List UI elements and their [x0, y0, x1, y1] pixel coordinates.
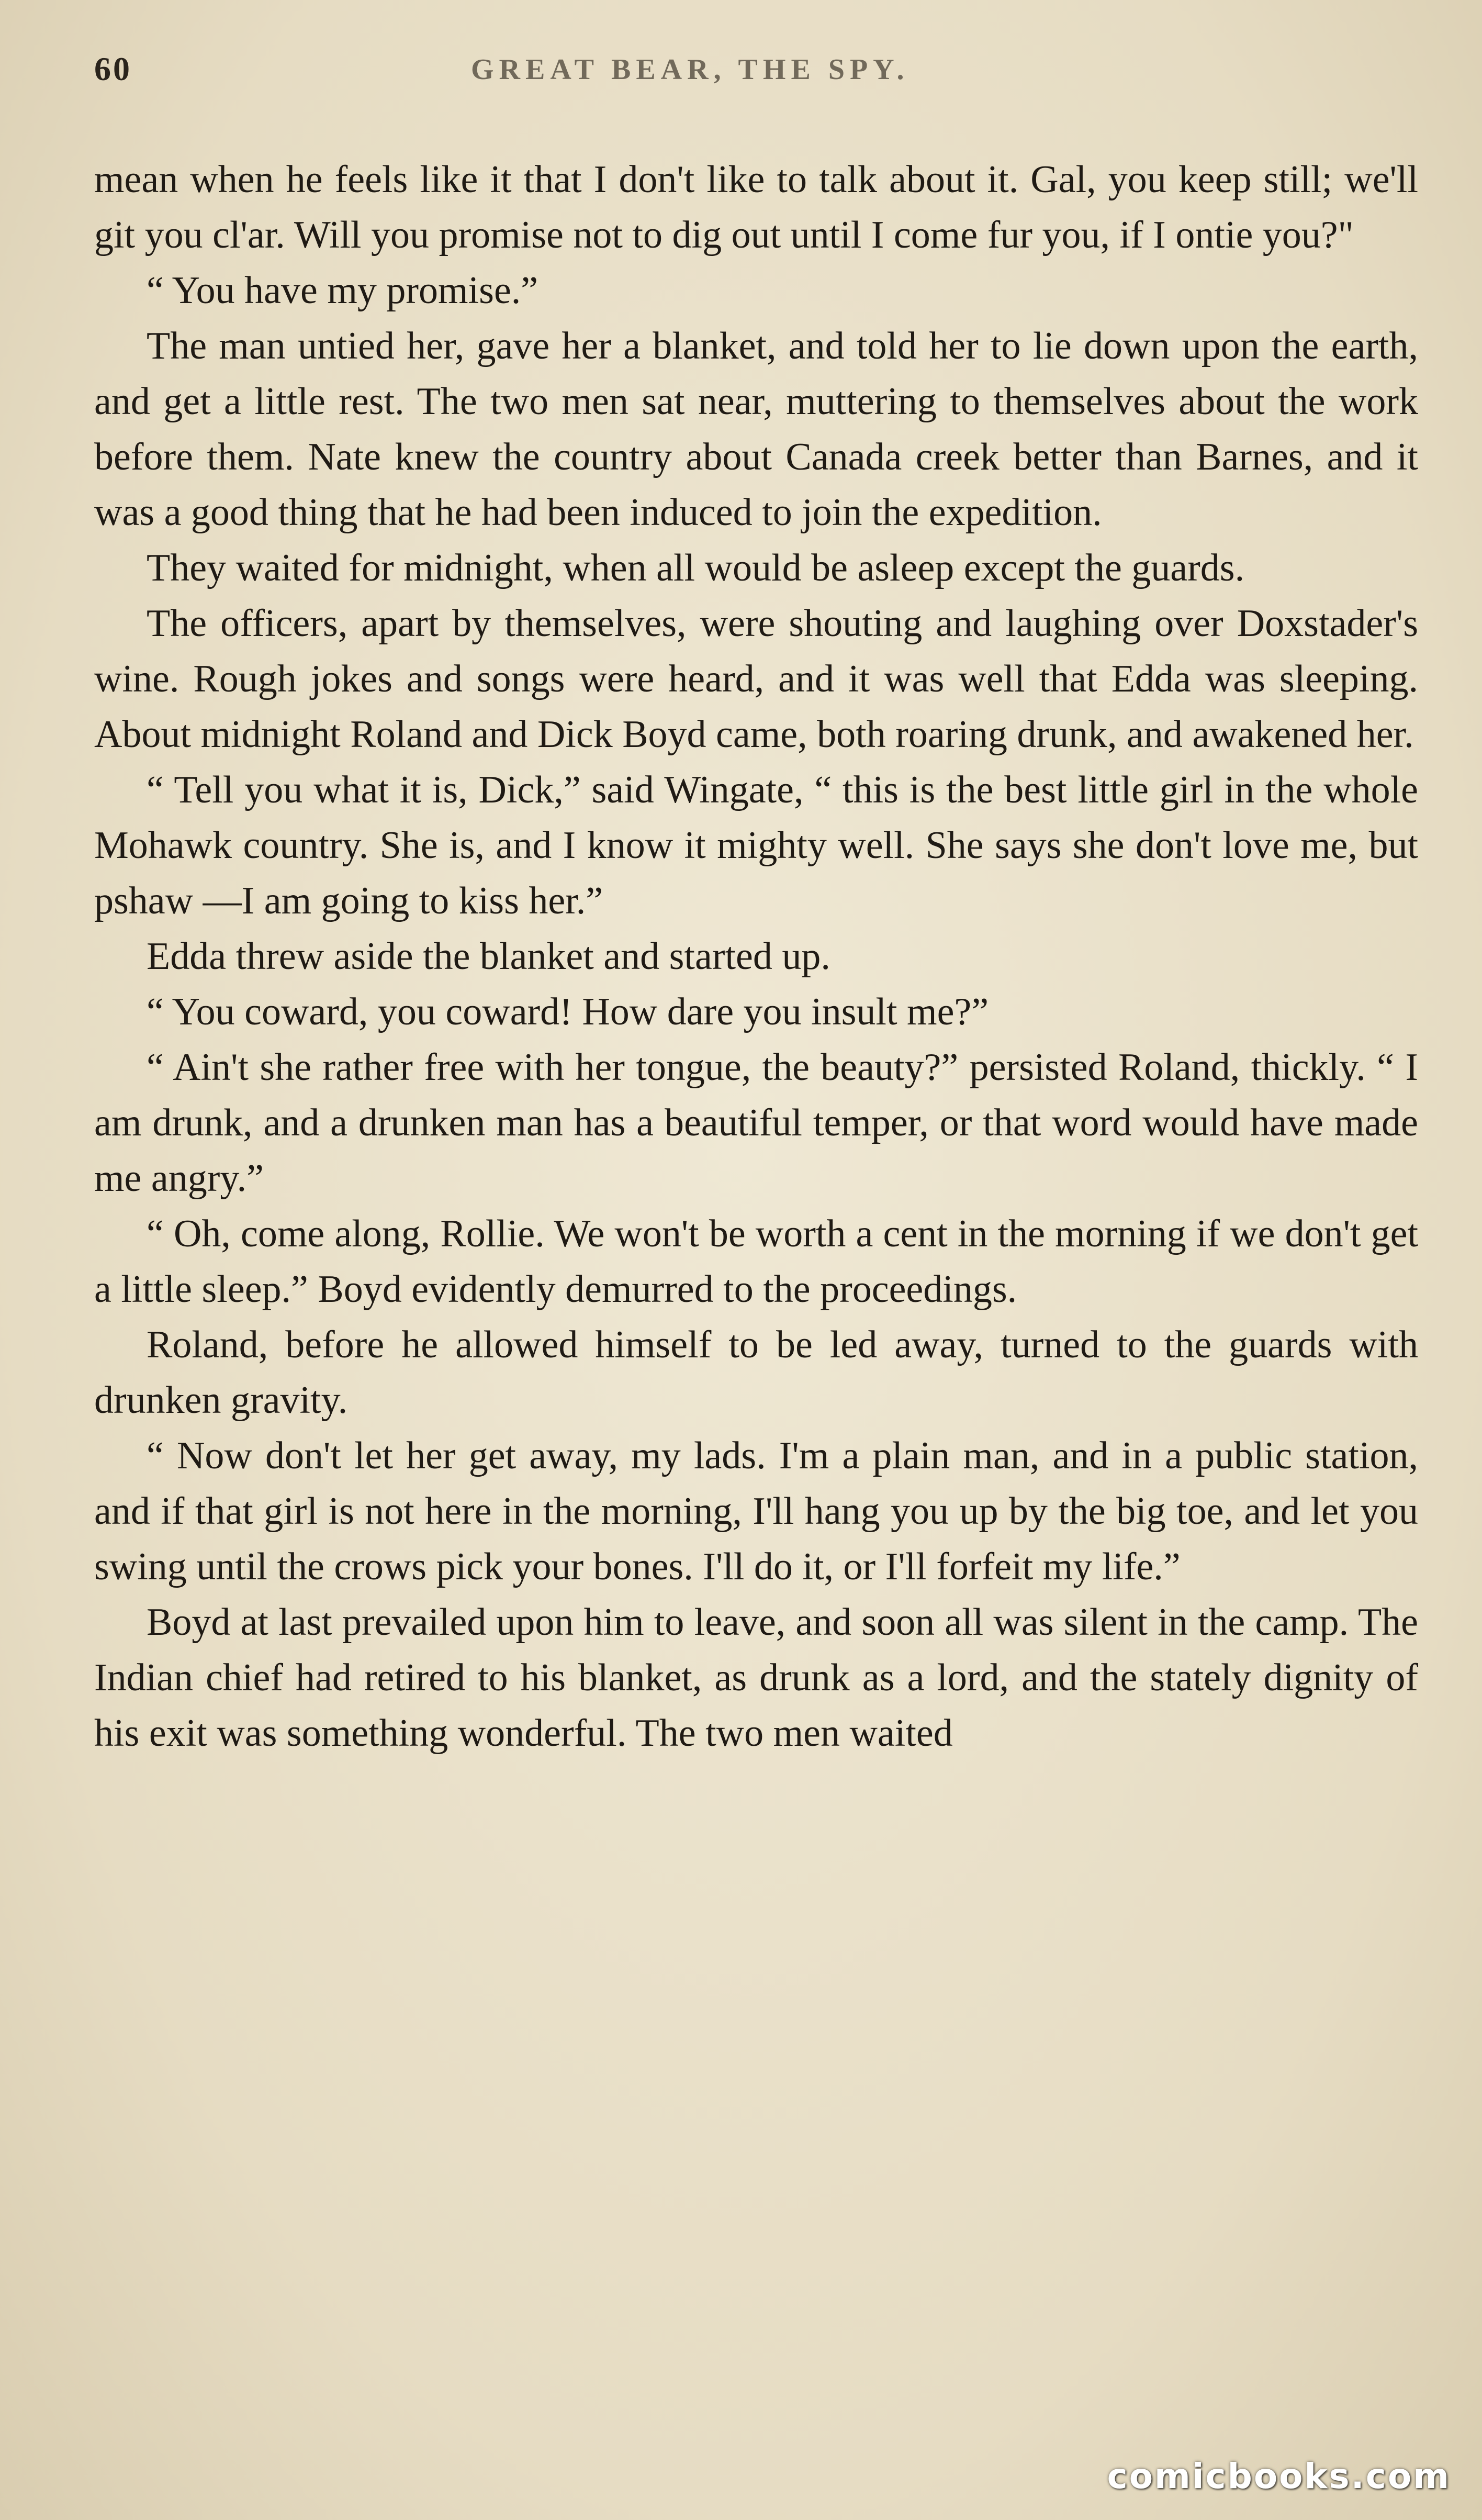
body-text — [94, 152, 1418, 1761]
paragraph: “ You have my promise.” — [147, 269, 538, 312]
paragraph: Boyd at last prevailed upon him to leave, and soon all was silent in the camp. The Indian chief had retired to his blanket, as drunk as a lord, and the stately dignity of his exit was something wonderful. The two men waited — [94, 1601, 1418, 1755]
page-header — [0, 50, 1482, 97]
page-number: 60 — [94, 50, 132, 87]
site-watermark: comicbooks.com — [1107, 2456, 1451, 2496]
paragraph: They waited for midnight, when all would be asleep except the guards. — [147, 547, 1245, 589]
paragraph: Roland, before he allowed himself to be led away, turned to the guards with drunken gravity. — [94, 1323, 1418, 1422]
running-head: GREAT BEAR, THE SPY. — [471, 53, 910, 86]
paragraph: “ You coward, you coward! How dare you insult me?” — [147, 990, 989, 1033]
paragraph: “ Oh, come along, Rollie. We won't be worth a cent in the morning if we don't get a little sleep.” Boyd evidently demurred to the proceedings. — [94, 1212, 1418, 1311]
paragraph: “ Now don't let her get away, my lads. I'm a plain man, and in a public station, and if that girl is not here in the morning, I'll hang you up by the big toe, and let you swing until the crows pick your bones. I'll do it, or I'll forfeit my life.” — [94, 1434, 1418, 1588]
paragraph: “ Ain't she rather free with her tongue, the beauty?” persisted Roland, thickly. “ I am drunk, and a drunken man has a beautiful temper, or that word would have made me angry.” — [94, 1046, 1418, 1200]
paragraph: mean when he feels like it that I don't like to talk about it. Gal, you keep still; we'll git you cl'ar. Will you promise not to dig out until I come fur you, if I ontie you?" — [94, 158, 1418, 257]
paragraph: The man untied her, gave her a blanket, and told her to lie down upon the earth, and get a little rest. The two men sat near, muttering to themselves about the work before them. Nate knew the country about Canada creek better than Barnes, and it was a good thing that he had been induced to join the expedition. — [94, 325, 1418, 534]
paragraph: “ Tell you what it is, Dick,” said Wingate, “ this is the best little girl in the whole Mohawk country. She is, and I know it mighty well. She says she don't love me, but pshaw —I am going to kiss her.” — [94, 768, 1418, 922]
paragraph: Edda threw aside the blanket and started up. — [147, 935, 830, 978]
paragraph: The officers, apart by themselves, were shouting and laughing over Doxstader's wine. Rough jokes and songs were heard, and it was well that Edda was sleeping. About midnight Roland and Dick Boyd came, both roaring drunk, and awakened her. — [94, 602, 1418, 756]
